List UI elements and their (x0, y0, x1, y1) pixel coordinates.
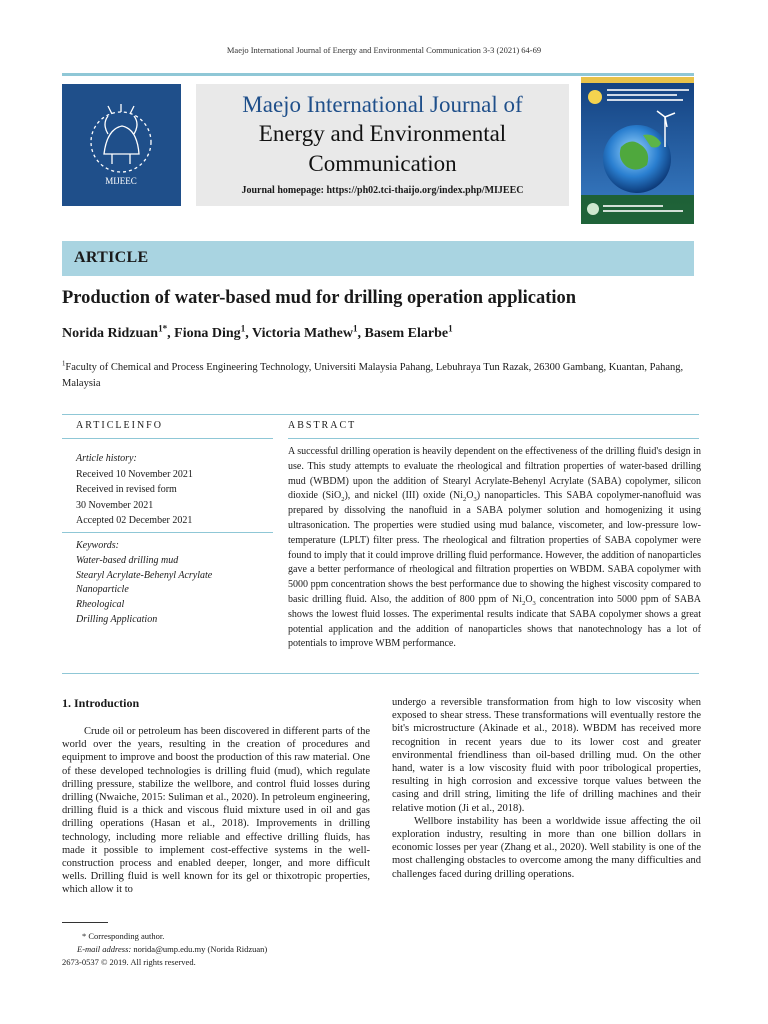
info-top-rule (62, 414, 699, 415)
author-affiliation-mark: 1 (352, 323, 358, 334)
abstract-part: O (466, 490, 474, 502)
subscript: 2 (522, 599, 526, 607)
author-separator: , (357, 326, 365, 341)
article-info-heading: ARTICLEINFO (76, 420, 163, 431)
keyword-item: Water-based drilling mud (76, 554, 179, 566)
journal-cover-image (581, 77, 694, 224)
affiliation-text: Faculty of Chemical and Process Engineering Technology, Universiti Malaysia Pahang, Lebuhraya Tun Razak, 26300 Gambang, Kuantan, Pahang, Malaysia (62, 362, 684, 389)
keywords-rule (62, 532, 273, 533)
abstract-text (288, 445, 701, 652)
affiliation (62, 360, 702, 392)
abstract-part: A successful drilling operation is heavily dependent on the effectiveness of the drilling fluid's design in use. This study attempts to evaluate the rheological and filtration properties of water-based drilling mud (WBDM) upon the addition of Stearyl Acrylate-Behenyl Acrylate (SABA) copolymer, silicon dioxide (SiO (288, 446, 701, 502)
paragraph: undergo a reversible transformation from high to low viscosity when exposed to shear stress. These transformations will eventually restore the bit's microstructure (Akinade et al., 2018). WBDM has received more recognition in recent years due to its lower cost and greater environmental friendliness than oil-based drilling mud. On the other hand, water is a low viscosity fluid with poor tribological properties, resulting in high corrosion and excessive torque values between the casing and drill string, limiting the life of drilling machines and their relative motion (Ji et al., 2018). (392, 697, 701, 814)
author-separator: , (245, 326, 252, 341)
body-column-right (392, 696, 701, 881)
keyword-item: Stearyl Acrylate-Behenyl Acrylate (76, 569, 213, 581)
abstract-heading: ABSTRACT (288, 420, 357, 431)
subscript: 3 (532, 599, 536, 607)
abstract-rule (288, 438, 699, 439)
journal-title-line2: Energy and Environmental (258, 121, 507, 146)
keyword-item: Nanoparticle (76, 584, 129, 596)
journal-title-line1: Maejo International Journal of (242, 92, 523, 117)
abstract-part: ), and nickel (III) oxide (Ni (344, 490, 463, 502)
section-heading-introduction: 1. Introduction (62, 696, 140, 710)
abstract-part: concentration into 5000 ppm of SABA shows the lowest fluid losses. The experimental results indicate that SABA copolymer shows a great potential application and the addition of nanoparticles shows that nanotechnology has a lot of potentials to improve WBM performance. (288, 593, 701, 650)
keyword-item: Rheological (76, 599, 125, 611)
email-label: E-mail address: (77, 944, 132, 954)
email-address[interactable]: norida@ump.edu.my (Norida Ridzuan) (131, 944, 268, 954)
author-name: Basem Elarbe (364, 326, 449, 341)
history-item: Received 10 November 2021 (76, 468, 193, 480)
author-name: Norida Ridzuan (62, 326, 159, 341)
author-affiliation-mark: 1* (158, 323, 168, 334)
subscript: 2 (463, 496, 467, 504)
history-item: 30 November 2021 (76, 499, 154, 511)
keyword-item: Drilling Application (76, 613, 158, 625)
author-list (62, 323, 453, 342)
header-divider (62, 73, 694, 76)
history-item: Accepted 02 December 2021 (76, 515, 193, 526)
affiliation-mark: 1 (62, 360, 66, 368)
subscript: 3 (473, 496, 477, 504)
history-label: Article history: (76, 453, 137, 464)
author-affiliation-mark: 1 (448, 323, 453, 334)
article-type-bar (62, 241, 694, 276)
paragraph: Wellbore instability has been a worldwide issue affecting the oil exploration industry, resulting in more than one billion dollars in economic losses per year (Zhang et al., 2020). Well stability is one of the most challenging obstacles to overcome among the many difficulties and challenges faced during drilling operations. (392, 815, 701, 880)
journal-homepage[interactable]: Journal homepage: https://ph02.tci-thaijo.org/index.php/MIJEEC (241, 185, 524, 196)
info-bottom-rule (62, 673, 699, 674)
running-head: Maejo International Journal of Energy and Environmental Communication 3-3 (2021) 64-69 (226, 45, 542, 55)
keywords (76, 539, 212, 628)
author-name: Victoria Mathew (251, 326, 353, 341)
history-item: Received in revised form (76, 484, 177, 495)
author-separator: , (167, 326, 175, 341)
journal-logo (62, 84, 181, 206)
article-type-label: ARTICLE (74, 249, 149, 266)
corresponding-author-note: * Corresponding author. (82, 931, 165, 941)
paragraph: Crude oil or petroleum has been discovered in different parts of the world over the years, resulting in the creation of procedures and equipment to improve and boost the production of this raw material. One of these developed technologies is drilling fluid (mud), which regulate drilling pressure, stabilize the wellbore, and control fluid losses during drilling (Nwaiche, 2015: Suliman et al., 2020). In petroleum engineering, drilling fluid is a thick and viscous fluid mixture used in oil and gas drilling operations (Hasan et al., 2018). Improvements in drilling technology, including more reliable and effective drilling fluids, has made it possible to implement cost-effective systems in the well-construction process and enabled deeper, longer, and more difficult wells. Drilling fluid is well known for its gel or thixotropic properties, which allow it to (62, 726, 370, 896)
paper-title: Production of water-based mud for drilling operation application (62, 288, 577, 308)
footnote-rule (62, 922, 108, 923)
author-affiliation-mark: 1 (240, 323, 246, 334)
article-history (76, 451, 193, 529)
subscript: 2 (341, 496, 345, 504)
keywords-label: Keywords: (76, 540, 119, 551)
author-name: Fiona Ding (174, 326, 241, 341)
journal-title-line3: Communication (308, 151, 457, 176)
email-note (77, 944, 267, 954)
copyright-note: 2673-0537 © 2019. All rights reserved. (62, 957, 196, 967)
abstract-part: O (525, 593, 533, 605)
body-column-left (62, 725, 370, 897)
abstract-part: ) nanoparticles. This SABA copolymer-nanofluid was prepared by dissolving the nanofluid in a SABA polymer solution and homogenizing it using ultrasonication. The properties were studied using mud balance, viscometer, and low-pressure low-temperature (LPLT) filter press. The rheological and filtration properties of SABA copolymer were found to imply that it could improve drilling fluid performance. However, the addition of nanoparticles gave a better performance of rheological and filtration properties on WBDM. SABA copolymer with 5000 ppm concentration shows the best performance due to showing the highest viscosity compared to basic drilling fluid. Also, the addition of 800 ppm of Ni (288, 490, 701, 605)
article-info-rule (62, 438, 273, 439)
logo-text: MIJEEC (105, 176, 137, 186)
